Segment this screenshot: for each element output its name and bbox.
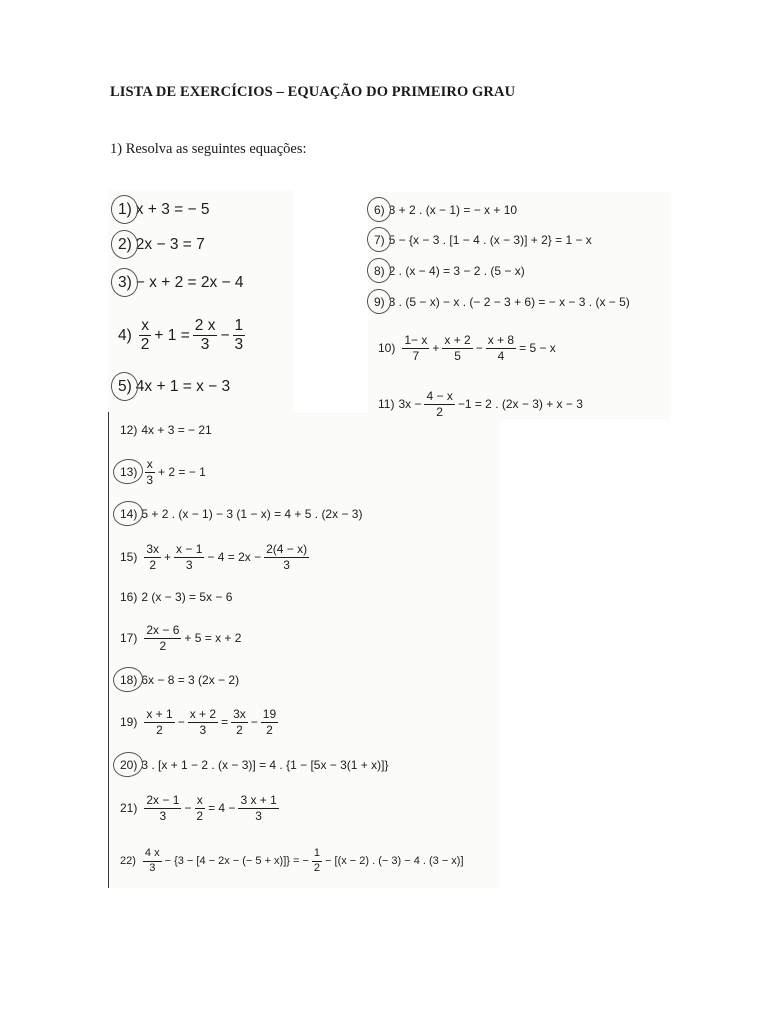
fraction: $\frac{1}{2}$ xyxy=(313,847,321,874)
equation: x + 3 = − 5 xyxy=(135,201,210,218)
fraction: $\frac{19}{2}$ xyxy=(262,707,277,737)
fraction: $\frac{2(4 - x)}{3}$ xyxy=(266,542,308,572)
exercise-number: 9) xyxy=(374,295,385,309)
equation: 3 + 2 . (x − 1) = − x + 10 xyxy=(388,203,518,217)
exercise-number: 21) xyxy=(120,801,138,816)
fraction: $\frac{3 x + 1}{3}$ xyxy=(240,793,277,823)
fraction: $\frac{2 x}{3}$ xyxy=(194,317,216,354)
exercise-4: 4) $\frac{x}{2}$ + 1 = $\frac{2 x}{3}$ − $\frac{1}{3}$ xyxy=(118,317,244,354)
fraction: $\frac{x + 1}{2}$ xyxy=(146,707,173,737)
exercise-14 xyxy=(120,507,362,521)
equation: 2 . (x − 4) = 3 − 2 . (5 − x) xyxy=(388,264,525,278)
exercise-number: 6) xyxy=(374,203,385,217)
equation: 5 + 2 . (x − 1) − 3 (1 − x) = 4 + 5 . (2x − 3) xyxy=(141,507,363,521)
exercise-5 xyxy=(118,378,230,396)
exercise-number: 13) xyxy=(120,465,138,480)
page-title: LISTA DE EXERCÍCIOS – EQUAÇÃO DO PRIMEIRO GRAU xyxy=(110,84,516,100)
exercise-number: 11) xyxy=(378,397,395,412)
exercise-21: 21) $\frac{2x - 1}{3}$ − $\frac{x}{2}$ = 4 − $\frac{3 x + 1}{3}$ xyxy=(120,793,277,823)
fraction: $\frac{x + 2}{5}$ xyxy=(444,333,471,363)
exercise-number: 8) xyxy=(374,264,385,278)
fraction: $\frac{1}{3}$ xyxy=(234,317,244,354)
exercise-number: 12) xyxy=(120,423,138,437)
exercise-number: 4) xyxy=(118,326,132,344)
fraction: $\frac{x}{3}$ xyxy=(146,457,154,487)
equation: 3 . [x + 1 − 2 . (x − 3)] = 4 . {1 − [5x − 3(1 + x)]} xyxy=(141,758,389,772)
exercise-number: 10) xyxy=(378,341,396,356)
exercise-number: 17) xyxy=(120,631,138,646)
equation: 3 . (5 − x) − x . (− 2 − 3 + 6) = − x − 3 . (x − 5) xyxy=(388,295,630,309)
fraction: $\frac{x}{2}$ xyxy=(196,793,204,823)
exercise-number: 7) xyxy=(374,233,385,247)
exercise-number: 18) xyxy=(120,673,138,687)
exercise-10: 10) $\frac{1- x}{7}$ + $\frac{x + 2}{5}$ − $\frac{x + 8}{4}$ = 5 − x xyxy=(378,333,556,363)
equation: 2 (x − 3) = 5x − 6 xyxy=(141,590,233,604)
fraction: $\frac{2x - 1}{3}$ xyxy=(146,793,180,823)
exercise-6 xyxy=(374,203,517,217)
exercise-13: 13) $\frac{x}{3}$ + 2 = − 1 xyxy=(120,457,206,487)
equation: − x + 2 = 2x − 4 xyxy=(135,274,244,291)
equation: 4x + 1 = x − 3 xyxy=(135,378,231,395)
exercise-number: 3) xyxy=(118,274,132,291)
exercise-3 xyxy=(118,274,244,292)
exercise-number: 16) xyxy=(120,590,138,604)
fraction: $\frac{x + 2}{3}$ xyxy=(189,707,217,737)
exercise-2 xyxy=(118,236,205,254)
equation: 2x − 3 = 7 xyxy=(135,236,205,253)
exercise-15: 15) $\frac{3x}{2}$ + $\frac{x - 1}{3}$ − 4 = 2x − $\frac{2(4 - x)}{3}$ xyxy=(120,542,308,572)
equation: 4x + 3 = − 21 xyxy=(141,423,212,437)
fraction: $\frac{3x}{2}$ xyxy=(233,707,246,737)
fraction: $\frac{x - 1}{3}$ xyxy=(176,542,203,572)
scan-edge-line xyxy=(108,412,109,888)
exercise-12 xyxy=(120,423,212,437)
exercise-number: 5) xyxy=(118,378,132,395)
fraction: $\frac{x + 8}{4}$ xyxy=(487,333,515,363)
exercise-number: 2) xyxy=(118,236,132,253)
exercise-number: 15) xyxy=(120,550,138,565)
exercise-1 xyxy=(118,201,209,219)
exercise-number: 19) xyxy=(120,715,138,730)
exercise-number: 22) xyxy=(120,855,136,868)
exercise-19: 19) $\frac{x + 1}{2}$ − $\frac{x + 2}{3}$ = $\frac{3x}{2}$ − $\frac{19}{2}$ xyxy=(120,707,277,737)
exercise-17: 17) $\frac{2x - 6}{2}$ + 5 = x + 2 xyxy=(120,623,242,653)
exercise-8 xyxy=(374,264,525,278)
fraction: $\frac{1- x}{7}$ xyxy=(404,333,428,363)
exercise-18 xyxy=(120,673,239,687)
equation: 5 − {x − 3 . [1 − 4 . (x − 3)] + 2} = 1 − x xyxy=(388,233,592,247)
exercise-16 xyxy=(120,590,232,604)
exercise-11: 11) 3x − $\frac{4 - x}{2}$ −1 = 2 . (2x − 3) + x − 3 xyxy=(378,389,583,419)
fraction: $\frac{4 - x}{2}$ xyxy=(426,389,453,419)
exercise-9 xyxy=(374,295,630,309)
exercise-7 xyxy=(374,233,592,247)
exercise-number: 14) xyxy=(120,507,138,521)
equation: 6x − 8 = 3 (2x − 2) xyxy=(141,673,240,687)
exercise-number: 1) xyxy=(118,201,132,218)
instruction-text: 1) Resolva as seguintes equações: xyxy=(110,141,307,157)
fraction: $\frac{2x - 6}{2}$ xyxy=(146,623,180,653)
fraction: $\frac{x}{2}$ xyxy=(140,317,150,354)
fraction: $\frac{3x}{2}$ xyxy=(146,542,160,572)
exercise-22: 22) $\frac{4 x}{3}$ − {3 − [4 − 2x − (− 5 + x)]} = − $\frac{1}{2}$ − [(x − 2) . (− 3) − 4 . (3 − x)] xyxy=(120,847,464,874)
exercise-20 xyxy=(120,758,388,772)
exercise-number: 20) xyxy=(120,758,138,772)
fraction: $\frac{4 x}{3}$ xyxy=(144,847,160,874)
